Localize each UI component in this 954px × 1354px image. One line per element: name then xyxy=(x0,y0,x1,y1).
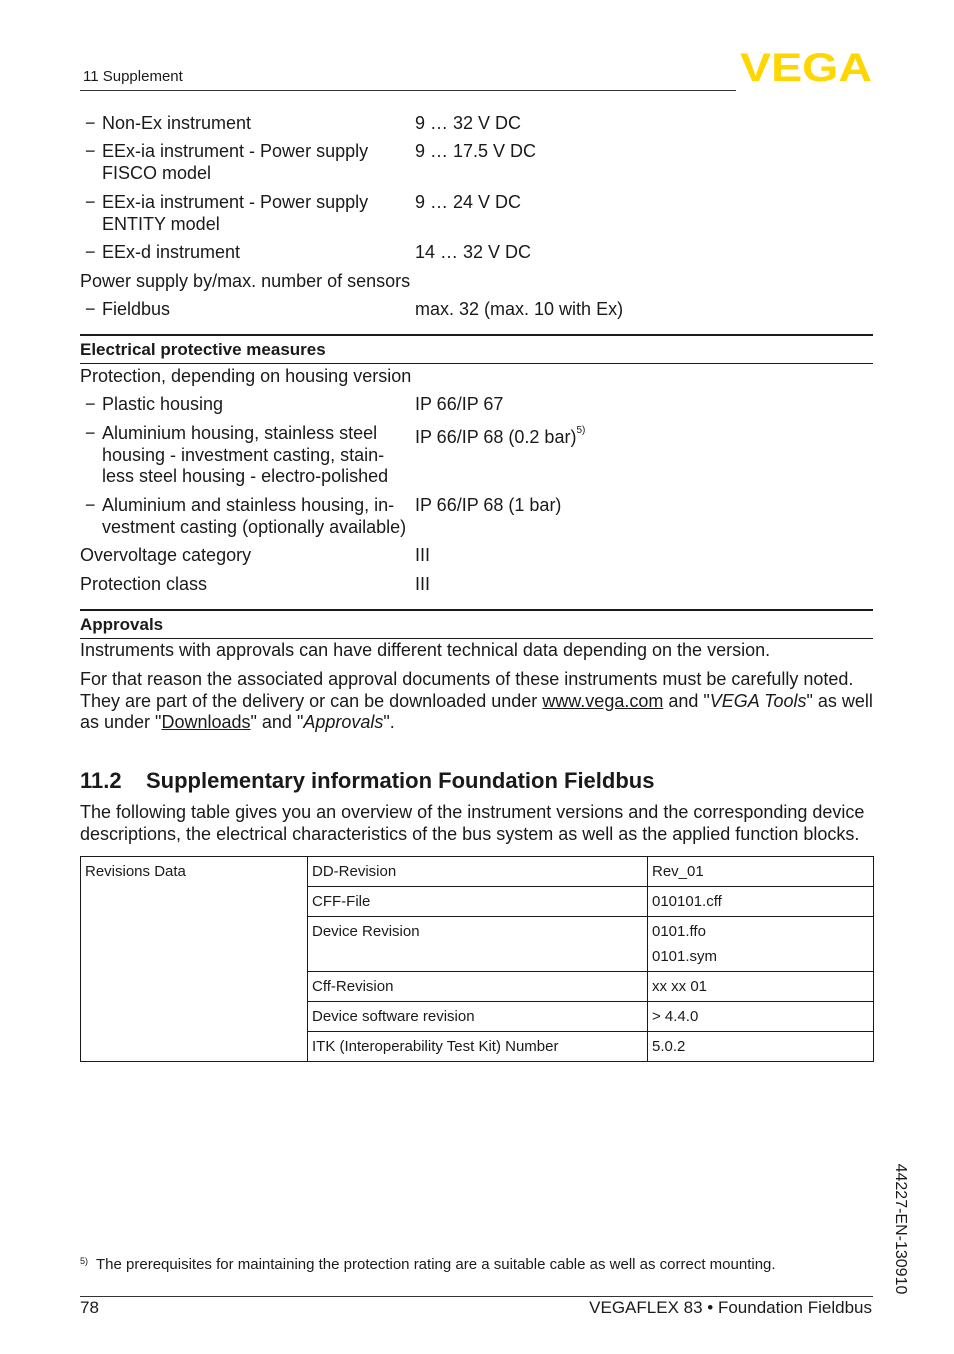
section-heading xyxy=(80,768,654,794)
spec-label: Protection class xyxy=(80,574,208,594)
table-value-cell: 0101.ffo 0101.sym xyxy=(648,917,874,972)
spec-label: EEx-ia instrument - Power supply FISCO model xyxy=(102,141,369,183)
vega-website-link[interactable]: www.vega.com xyxy=(542,690,664,711)
approvals-paragraph: For that reason the associated approval documents of these instruments must be carefully noted. They are part of the delivery or can be downloaded under www.vega.com and "VEGA Tools" as well as under "Downloads" and "Approvals". xyxy=(80,669,873,732)
spec-value: 9 … 17.5 V DC xyxy=(415,141,537,161)
section-number: 11.2 xyxy=(80,768,122,793)
running-header-section: 11 Supplement xyxy=(83,68,183,85)
spec-value: IP 66/IP 68 (1 bar) xyxy=(415,495,562,515)
table-value-cell: 010101.cff xyxy=(648,887,874,917)
logo-text: VEGA xyxy=(740,50,872,84)
spec-label: Plastic housing xyxy=(102,394,224,414)
table-value-cell: > 4.4.0 xyxy=(648,1002,874,1032)
table-key-cell: DD-Revision xyxy=(308,857,648,887)
approvals-heading: Approvals xyxy=(80,609,873,639)
spec-value: 9 … 24 V DC xyxy=(415,192,522,212)
page-number: 78 xyxy=(80,1298,99,1317)
electrical-heading: Electrical protective measures xyxy=(80,334,873,364)
footnote: $^{5)}$ The prerequisites for maintaining the protection rating are a suitable cable as well as correct mounting. xyxy=(80,1256,776,1273)
footer-rule xyxy=(80,1296,873,1297)
spec-label: EEx-ia instrument - Power supply ENTITY model xyxy=(102,192,369,234)
spec-value: III xyxy=(415,545,431,565)
table-group-cell: Revisions Data xyxy=(81,857,308,1062)
header-rule xyxy=(80,90,736,91)
table-value-cell: 5.0.2 xyxy=(648,1032,874,1062)
spec-value: IP 66/IP 68 (0.2 bar)$^{5)}$ xyxy=(415,425,586,447)
spec-value: III xyxy=(415,574,431,594)
spec-label: EEx-d instrument xyxy=(102,242,241,262)
spec-label: Aluminium and stainless housing, in- vestment casting (optionally available) xyxy=(102,495,407,537)
table-key-cell: CFF-File xyxy=(308,887,648,917)
table-value-cell: xx xx 01 xyxy=(648,972,874,1002)
footnote-ref: 5) xyxy=(576,425,586,436)
spec-value: 14 … 32 V DC xyxy=(415,242,532,262)
footer-title: VEGAFLEX 83 • Foundation Fieldbus xyxy=(589,1298,872,1317)
downloads-link[interactable]: Downloads xyxy=(161,712,251,732)
spec-label: Fieldbus xyxy=(102,299,171,319)
table-key-cell: Device software revision xyxy=(308,1002,648,1032)
revisions-table xyxy=(80,856,874,1062)
spec-label: Non-Ex instrument xyxy=(102,113,252,133)
spec-label: Overvoltage category xyxy=(80,545,252,565)
approvals-paragraph: Instruments with approvals can have different technical data depending on the version. xyxy=(80,640,771,660)
spec-value: IP 66/IP 67 xyxy=(415,394,504,414)
spec-label: Aluminium housing, stainless steel housing - investment casting, stain- less steel housing - electro-polished xyxy=(102,423,389,486)
table-value-cell: Rev_01 xyxy=(648,857,874,887)
vega-logo xyxy=(740,50,874,84)
table-row xyxy=(81,857,874,887)
section-intro: The following table gives you an overview of the instrument versions and the corresponding device descriptions, the electrical characteristics of the bus system as well as the applied function blocks. xyxy=(80,802,865,844)
table-key-cell: Cff-Revision xyxy=(308,972,648,1002)
spec-value: max. 32 (max. 10 with Ex) xyxy=(415,299,624,319)
spec-value: 9 … 32 V DC xyxy=(415,113,522,133)
section-title: Supplementary information Foundation Fieldbus xyxy=(146,768,655,793)
table-key-cell: Device Revision xyxy=(308,917,648,972)
table-key-cell: ITK (Interoperability Test Kit) Number xyxy=(308,1032,648,1062)
document-code: 44227-EN-130910 xyxy=(892,1163,909,1295)
